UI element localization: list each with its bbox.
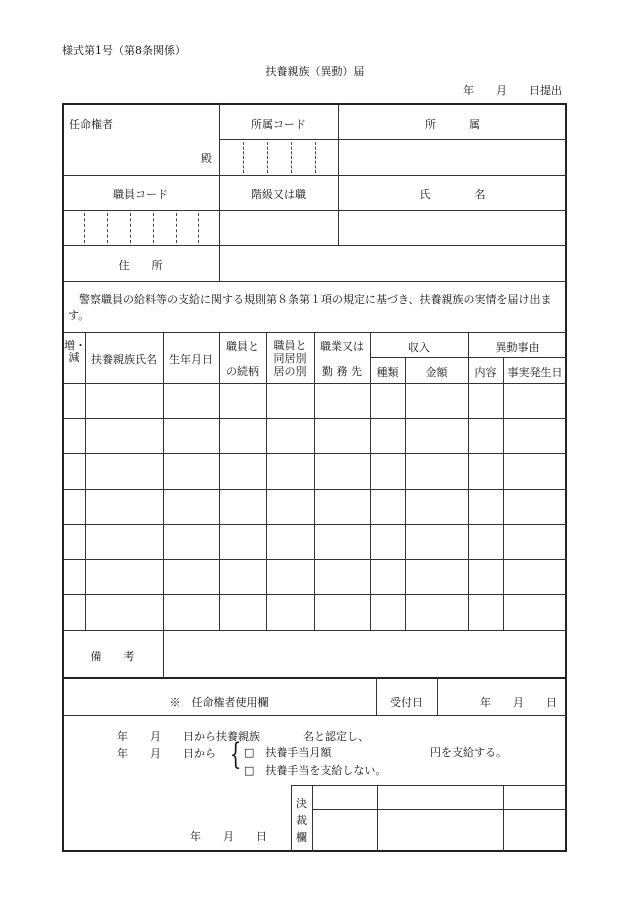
decision-date[interactable]: 年 月 日 <box>190 830 267 843</box>
received-date[interactable]: 年 月 日 <box>480 696 557 709</box>
col-relation-1: 職員と <box>226 340 259 353</box>
option-no-allowance[interactable]: □ 扶養手当を支給しない。 <box>244 764 387 777</box>
address-label: 住 所 <box>118 259 163 272</box>
col-occupation-1: 職業又は <box>320 340 364 353</box>
dono-label: 殿 <box>201 152 212 165</box>
received-label: 受付日 <box>390 696 423 709</box>
table-row[interactable] <box>63 419 566 452</box>
col-increase-decrease: 増・減 <box>64 339 86 364</box>
col-cohabit-3: 居の別 <box>273 365 307 378</box>
col-birthdate: 生年月日 <box>169 353 213 366</box>
approval-label-3: 欄 <box>296 831 307 844</box>
option-pay-allowance[interactable]: □ 扶養手当月額 <box>244 746 332 759</box>
staff-code-label: 職員コード <box>113 188 168 201</box>
table-row[interactable] <box>63 454 566 488</box>
col-change-reason: 異動事由 <box>495 341 540 354</box>
table-row[interactable] <box>63 490 566 523</box>
col-income-type: 種類 <box>376 366 399 379</box>
table-row[interactable] <box>63 560 566 593</box>
option-pay-suffix: 円を支給する。 <box>430 746 507 759</box>
table-row[interactable] <box>63 384 566 417</box>
certify-line-end: 名と認定し、 <box>303 730 369 743</box>
table-row[interactable] <box>63 595 566 629</box>
col-reason-content: 内容 <box>474 366 497 379</box>
col-relation-2: の続柄 <box>226 365 259 378</box>
appointer-label: 任命権者 <box>69 118 113 131</box>
submission-date[interactable]: 年 月 日提出 <box>463 84 562 97</box>
remarks-label: 備 考 <box>90 650 135 663</box>
col-reason-date: 事実発生日 <box>507 366 563 379</box>
approval-label-1: 決 <box>296 797 307 810</box>
dept-code-label: 所属コード <box>251 118 306 131</box>
dept-label: 所 属 <box>425 118 480 131</box>
statement-text: 警察職員の給料等の支給に関する規則第８条第１項の規定に基づき、扶養親族の実情を届け出ます。 <box>68 293 552 322</box>
col-occupation-2: 勤 務 先 <box>322 365 362 378</box>
rank-label: 階級又は職 <box>251 188 306 201</box>
table-row[interactable] <box>63 525 566 558</box>
allowance-from: 年 月 日から <box>117 747 216 760</box>
col-cohabit-2: 同居別 <box>273 352 307 365</box>
remarks-field[interactable] <box>164 631 566 676</box>
col-cohabit-1: 職員と <box>273 339 307 352</box>
col-income: 収入 <box>408 341 430 354</box>
col-income-amount: 金額 <box>425 366 448 379</box>
name-label: 氏 名 <box>419 188 486 201</box>
brace-glyph: { <box>229 737 242 772</box>
col-dependent-name: 扶養親族氏名 <box>91 353 157 366</box>
appointer-section-header: ※ 任命権者使用欄 <box>169 696 269 709</box>
certify-line-start: 年 月 日から扶養親族 <box>117 730 260 743</box>
form-number: 様式第1号（第8条関係） <box>62 44 186 57</box>
page-title: 扶養親族（異動）届 <box>265 65 365 78</box>
approval-label-2: 裁 <box>296 814 307 827</box>
